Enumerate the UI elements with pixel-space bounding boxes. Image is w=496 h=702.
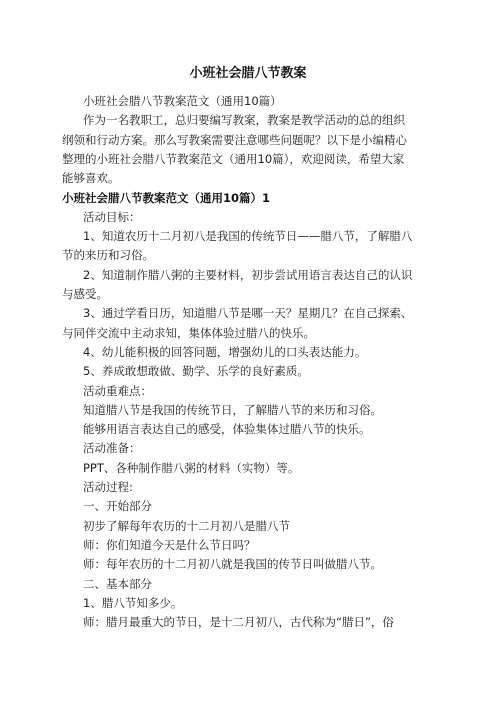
- paragraph-line: PPT、各种制作腊八粥的材料（实物）等。: [83, 460, 300, 475]
- paragraph-line: 4、幼儿能积极的回答问题，增强幼儿的口头表达能力。: [83, 344, 367, 359]
- paragraph-line: 师：你们知道今天是什么节日吗？: [83, 537, 256, 552]
- paragraph-line: 知道腊八节是我国的传统节日，了解腊八节的来历和习俗。: [83, 402, 382, 417]
- paragraph-line: 小班社会腊八节教案范文（通用10篇）: [83, 94, 282, 108]
- paragraph-line: 1、知道农历十二月初八是我国的传统节日——腊八节，了解腊八: [83, 229, 413, 244]
- paragraph-line: 活动过程:: [83, 480, 133, 494]
- paragraph-line: 2、知道制作腊八粥的主要材料，初步尝试用语言表达自己的认识: [83, 267, 413, 282]
- section-heading: 小班社会腊八节教案范文（通用10篇）1: [62, 190, 271, 205]
- document-title: 小班社会腊八节教案: [189, 66, 307, 81]
- paragraph-line: 活动重难点：: [83, 383, 152, 398]
- paragraph-line: 活动准备：: [83, 441, 141, 456]
- paragraph-line: 5、养成敢想敢做、勤学、乐学的良好素质。: [83, 364, 309, 379]
- paragraph-line: 二、基本部分: [83, 576, 152, 591]
- paragraph-line: 能够喜欢。: [62, 171, 120, 186]
- paragraph-line: 师：腊月最重大的节日，是十二月初八，古代称为“腊日”，俗: [83, 615, 394, 630]
- paragraph-line: 一、开始部分: [83, 499, 152, 514]
- paragraph-line: 初步了解每年农历的十二月初八是腊八节: [83, 518, 290, 533]
- paragraph-line: 作为一名教职工，总归要编写教案，教案是教学活动的总的组织: [83, 113, 405, 128]
- paragraph-line: 1、腊八节知多少。: [83, 595, 183, 610]
- paragraph-line: 纲领和行动方案。那么写教案需要注意哪些问题呢？以下是小编精心: [62, 132, 407, 147]
- paragraph-line: 3、通过学看日历，知道腊八节是哪一天？星期几？在自己探索、: [83, 306, 413, 321]
- paragraph-line: 活动目标：: [83, 209, 141, 224]
- paragraph-line: 与感受。: [62, 287, 108, 301]
- paragraph-line: 能够用语言表达自己的感受，体验集体过腊八节的快乐。: [83, 422, 371, 437]
- paragraph-line: 节的来历和习俗。: [62, 248, 154, 263]
- paragraph-line: 整理的小班社会腊八节教案范文（通用10篇），欢迎阅读，希望大家: [62, 151, 405, 166]
- paragraph-line: 师：每年农历的十二月初八就是我国的传节日叫做腊八节。: [83, 557, 382, 572]
- paragraph-line: 与同伴交流中主动求知，集体体验过腊八的快乐。: [62, 325, 315, 340]
